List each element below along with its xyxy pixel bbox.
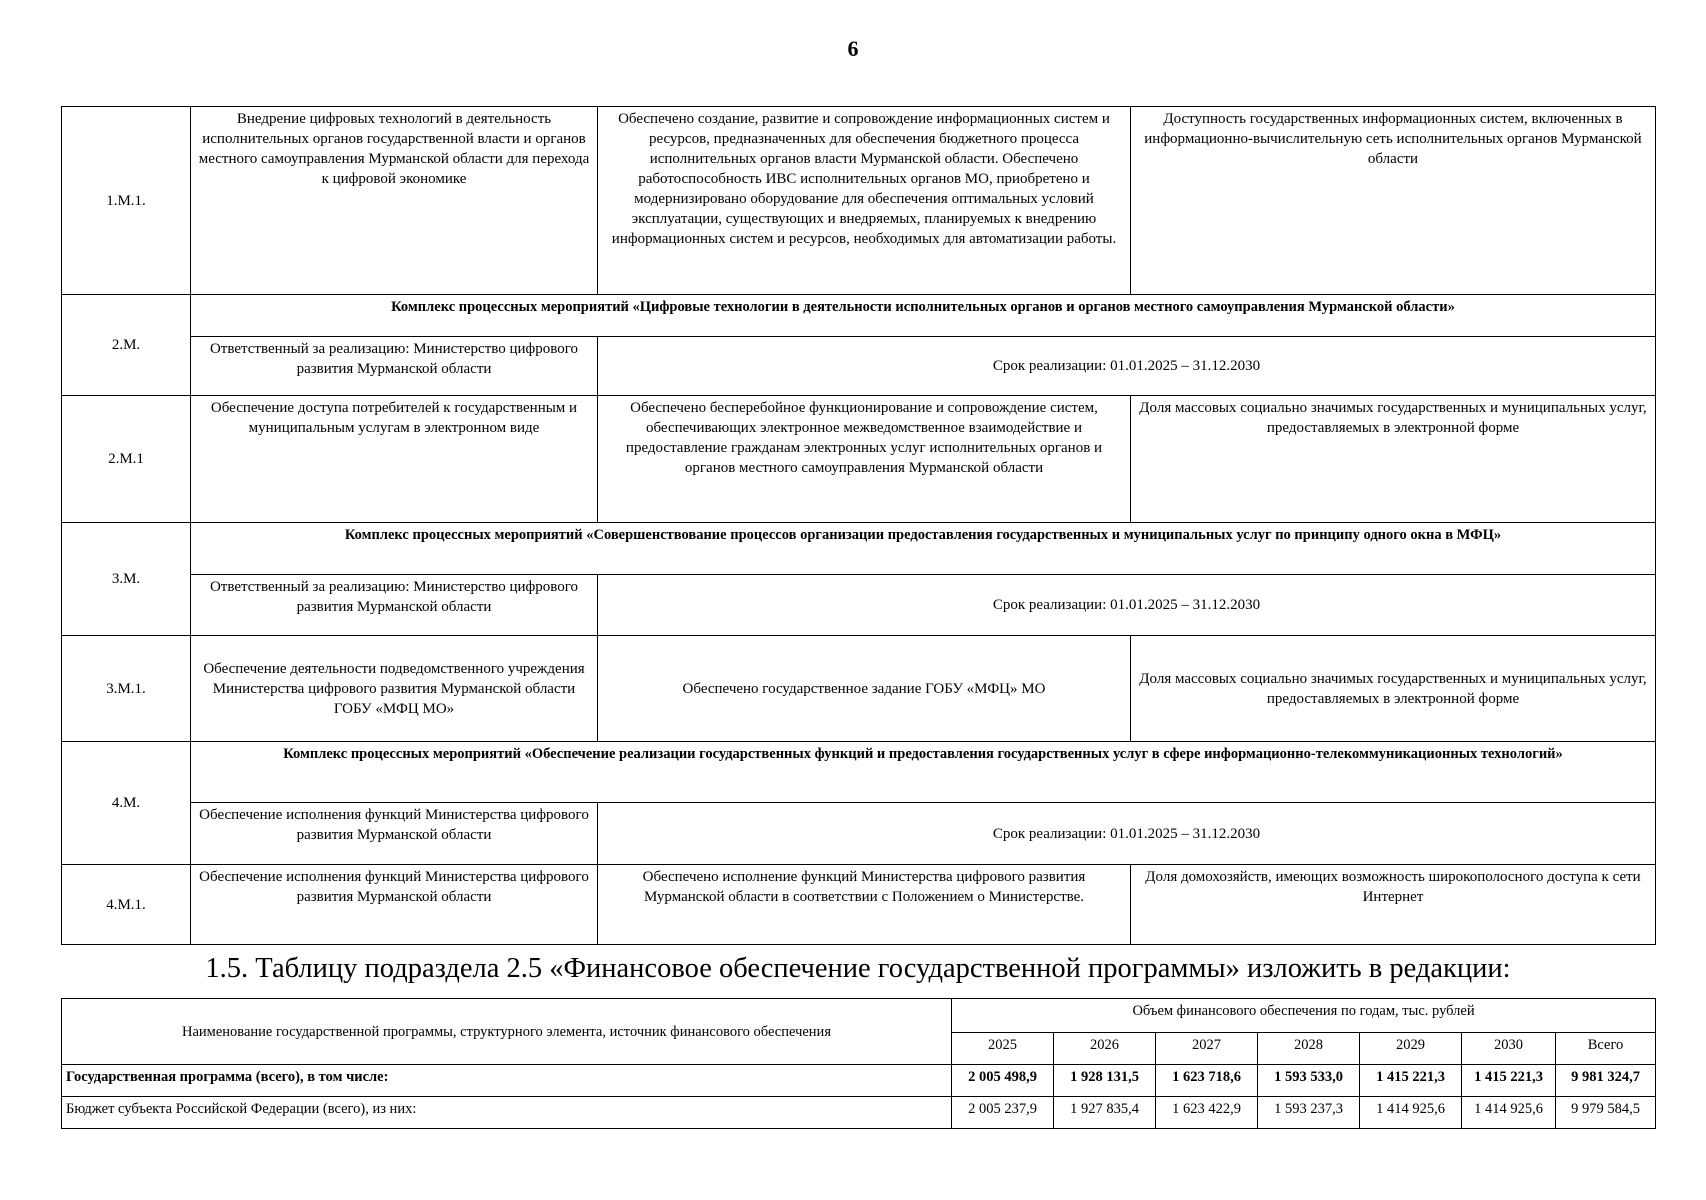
row-code: 2.M.1	[62, 396, 191, 523]
year-column-header: 2027	[1156, 1033, 1258, 1065]
indicator-cell: Доля домохозяйств, имеющих возможность широкополосного доступа к сети Интернет	[1131, 865, 1656, 945]
table-row	[62, 742, 1656, 803]
financing-table	[61, 998, 1656, 1129]
indicator-cell: Доля массовых социально значимых государственных и муниципальных услуг, предоставляемых в электронной форме	[1131, 396, 1656, 523]
term-cell: Срок реализации: 01.01.2025 – 31.12.2030	[598, 575, 1656, 636]
task-cell: Обеспечение доступа потребителей к государственным и муниципальным услугам в электронном виде	[191, 396, 598, 523]
complex-title: Комплекс процессных мероприятий «Совершенствование процессов организации предоставления государственных и муниципальных услуг по принципу одного окна в МФЦ»	[191, 523, 1656, 575]
row-name: Бюджет субъекта Российской Федерации (всего), из них:	[62, 1097, 952, 1129]
term-cell: Срок реализации: 01.01.2025 – 31.12.2030	[598, 337, 1656, 396]
year-column-header: 2025	[952, 1033, 1054, 1065]
responsible-cell: Обеспечение исполнения функций Министерства цифрового развития Мурманской области	[191, 803, 598, 865]
value-cell: 1 593 533,0	[1258, 1065, 1360, 1097]
total-cell: 9 979 584,5	[1556, 1097, 1656, 1129]
table-row	[62, 295, 1656, 337]
table-row	[62, 337, 1656, 396]
complex-title: Комплекс процессных мероприятий «Обеспечение реализации государственных функций и предоставления государственных услуг в сфере информационно-телекоммуникационных технологий»	[191, 742, 1656, 803]
table-row	[62, 107, 1656, 295]
total-column-header: Всего	[1556, 1033, 1656, 1065]
table-row	[62, 636, 1656, 742]
table-row	[62, 865, 1656, 945]
table-row	[62, 396, 1656, 523]
year-column-header: 2030	[1462, 1033, 1556, 1065]
effect-cell: Обеспечено бесперебойное функционирование и сопровождение систем, обеспечивающих электронное межведомственное взаимодействие и предоставление гражданам электронных услуг исполнительных органов и органов местного самоуправления Мурманской области	[598, 396, 1131, 523]
row-code: 4.M.	[62, 742, 191, 865]
section-heading: 1.5. Таблицу подраздела 2.5 «Финансовое обеспечение государственной программы» изложить в редакции:	[205, 953, 1511, 984]
row-name: Государственная программа (всего), в том числе:	[62, 1065, 952, 1097]
responsible-cell: Ответственный за реализацию: Министерство цифрового развития Мурманской области	[191, 337, 598, 396]
row-code: 2.M.	[62, 295, 191, 396]
table-row	[62, 803, 1656, 865]
value-cell: 2 005 237,9	[952, 1097, 1054, 1129]
value-cell: 1 623 422,9	[1156, 1097, 1258, 1129]
effect-cell: Обеспечено государственное задание ГОБУ «МФЦ» МО	[598, 636, 1131, 742]
value-cell: 2 005 498,9	[952, 1065, 1054, 1097]
effect-cell: Обеспечено создание, развитие и сопровождение информационных систем и ресурсов, предназначенных для обеспечения бюджетного процесса исполнительных органов власти Мурманской области. Обеспечено работоспособность ИВС исполнительных органов МО, приобретено и модернизировано оборудование для обеспечения оптимальных условий эксплуатации, существующих и внедряемых, планируемых к внедрению информационных систем и ресурсов, необходимых для автоматизации работы.	[598, 107, 1131, 295]
value-cell: 1 927 835,4	[1054, 1097, 1156, 1129]
year-column-header: 2028	[1258, 1033, 1360, 1065]
task-cell: Внедрение цифровых технологий в деятельность исполнительных органов государственной власти и органов местного самоуправления Мурманской области для перехода к цифровой экономике	[191, 107, 598, 295]
value-cell: 1 928 131,5	[1054, 1065, 1156, 1097]
table-row	[62, 523, 1656, 575]
term-cell: Срок реализации: 01.01.2025 – 31.12.2030	[598, 803, 1656, 865]
value-cell: 1 593 237,3	[1258, 1097, 1360, 1129]
row-code: 4.M.1.	[62, 865, 191, 945]
responsible-cell: Ответственный за реализацию: Министерство цифрового развития Мурманской области	[191, 575, 598, 636]
value-cell: 1 415 221,3	[1360, 1065, 1462, 1097]
table-row	[62, 575, 1656, 636]
row-code: 1.M.1.	[62, 107, 191, 295]
indicator-cell: Доля массовых социально значимых государственных и муниципальных услуг, предоставляемых в электронной форме	[1131, 636, 1656, 742]
volume-header: Объем финансового обеспечения по годам, тыс. рублей	[952, 999, 1656, 1033]
name-column-header: Наименование государственной программы, структурного элемента, источник финансового обеспечения	[62, 999, 952, 1065]
indicator-cell: Доступность государственных информационных систем, включенных в информационно-вычислительную сеть исполнительных органов Мурманской области	[1131, 107, 1656, 295]
complex-title: Комплекс процессных мероприятий «Цифровые технологии в деятельности исполнительных органов и органов местного самоуправления Мурманской области»	[191, 295, 1656, 337]
page-number: 6	[847, 36, 859, 61]
table-row	[62, 1065, 1656, 1097]
task-cell: Обеспечение деятельности подведомственного учреждения Министерства цифрового развития Мурманской области ГОБУ «МФЦ МО»	[191, 636, 598, 742]
task-cell: Обеспечение исполнения функций Министерства цифрового развития Мурманской области	[191, 865, 598, 945]
table-row	[62, 1097, 1656, 1129]
activities-table	[61, 106, 1656, 945]
year-column-header: 2026	[1054, 1033, 1156, 1065]
year-column-header: 2029	[1360, 1033, 1462, 1065]
total-cell: 9 981 324,7	[1556, 1065, 1656, 1097]
row-code: 3.M.	[62, 523, 191, 636]
value-cell: 1 623 718,6	[1156, 1065, 1258, 1097]
effect-cell: Обеспечено исполнение функций Министерства цифрового развития Мурманской области в соответствии с Положением о Министерстве.	[598, 865, 1131, 945]
value-cell: 1 415 221,3	[1462, 1065, 1556, 1097]
value-cell: 1 414 925,6	[1462, 1097, 1556, 1129]
value-cell: 1 414 925,6	[1360, 1097, 1462, 1129]
row-code: 3.M.1.	[62, 636, 191, 742]
